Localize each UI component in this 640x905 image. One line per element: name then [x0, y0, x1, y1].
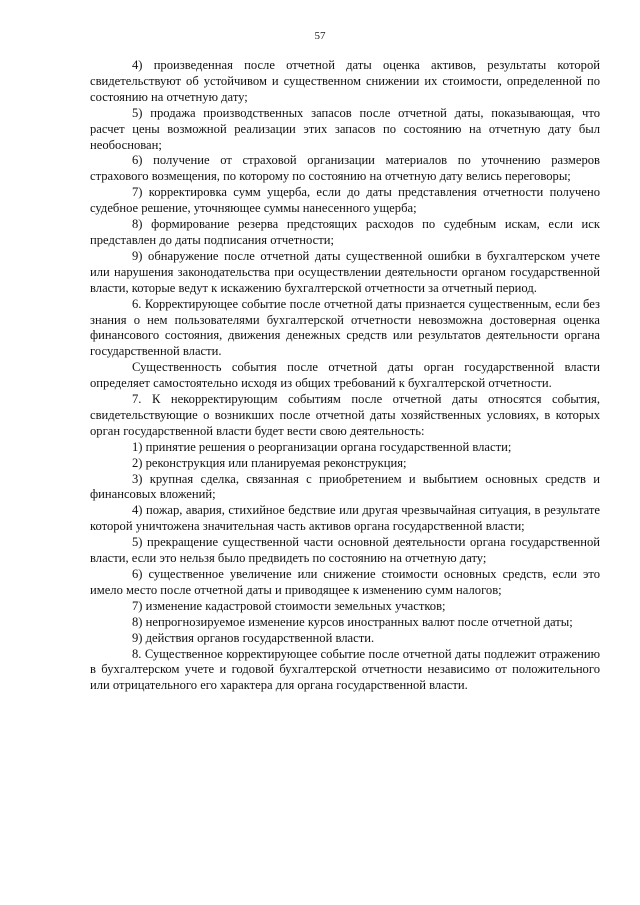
- paragraph-noncorr-1: 1) принятие решения о реорганизации органа государственной власти;: [132, 439, 512, 454]
- paragraph-item-5: 5) продажа производственных запасов после отчетной даты, показывающая, что расчет цены возможной реализации этих запасов по состоянию на отчетную дату был необоснован;: [90, 105, 600, 152]
- paragraph-item-9: 9) обнаружение после отчетной даты существенной ошибки в бухгалтерском учете или нарушения законодательства при осуществлении деятельности органом государственной власти, которые ведут к искажению бухгалтерской отчетности за отчетный период.: [90, 248, 600, 295]
- paragraph-materiality: Существенность события после отчетной даты орган государственной власти определяет самостоятельно исходя из общих требований к бухгалтерской отчетности.: [90, 360, 600, 391]
- paragraph-item-4: 4) произведенная после отчетной даты оценка активов, результаты которой свидетельствуют об устойчивом и существенном снижении их стоимости, определенной по состоянию на отчетную дату;: [90, 58, 600, 104]
- paragraph-noncorr-6: 6) существенное увеличение или снижение стоимости основных средств, если это имело место после отчетной даты и приводящее к изменению сумм налогов;: [90, 567, 600, 597]
- paragraph-clause-7: 7. К некорректирующим событиям после отчетной даты относятся события, свидетельствующие о возникших после отчетной даты хозяйственных условиях, в которых орган государственной власти будет вести свою деятельность:: [90, 392, 600, 438]
- paragraph-item-7: 7) корректировка сумм ущерба, если до даты представления отчетности получено судебное решение, уточняющее суммы нанесенного ущерба;: [90, 185, 600, 216]
- page-number: 57: [314, 30, 326, 42]
- paragraph-noncorr-5: 5) прекращение существенной части основной деятельности органа государственной власти, если это нельзя было предвидеть по состоянию на отчетную дату;: [90, 535, 600, 566]
- paragraph-noncorr-8: 8) непрогнозируемое изменение курсов иностранных валют после отчетной даты;: [132, 614, 573, 629]
- paragraph-noncorr-7: 7) изменение кадастровой стоимости земельных участков;: [132, 598, 446, 613]
- paragraph-clause-6: 6. Корректирующее событие после отчетной даты признается существенным, если без знания о нем пользователями бухгалтерской отчетности невозможна достоверная оценка финансового состояния, движения денежных средств или результатов деятельности органа государственной власти.: [90, 296, 600, 359]
- paragraph-noncorr-2: 2) реконструкция или планируемая реконструкция;: [132, 455, 407, 470]
- paragraph-clause-8: 8. Существенное корректирующее событие после отчетной даты подлежит отражению в бухгалтерском учете и годовой бухгалтерской отчетности независимо от положительного или отрицательного его характера для органа государственной власти.: [90, 646, 600, 693]
- paragraph-noncorr-3: 3) крупная сделка, связанная с приобретением и выбытием основных средств и финансовых вложений;: [90, 471, 600, 502]
- paragraph-item-6: 6) получение от страховой организации материалов по уточнению размеров страхового возмещения, по которому по состоянию на отчетную дату велись переговоры;: [90, 153, 600, 184]
- paragraph-item-8: 8) формирование резерва предстоящих расходов по судебным искам, если иск представлен до даты подписания отчетности;: [90, 217, 600, 247]
- paragraph-noncorr-4: 4) пожар, авария, стихийное бедствие или другая чрезвычайная ситуация, в результате которой уничтожена значительная часть активов органа государственной власти;: [90, 503, 600, 534]
- document-body: [90, 58, 600, 694]
- paragraph-noncorr-9: 9) действия органов государственной власти.: [132, 630, 375, 645]
